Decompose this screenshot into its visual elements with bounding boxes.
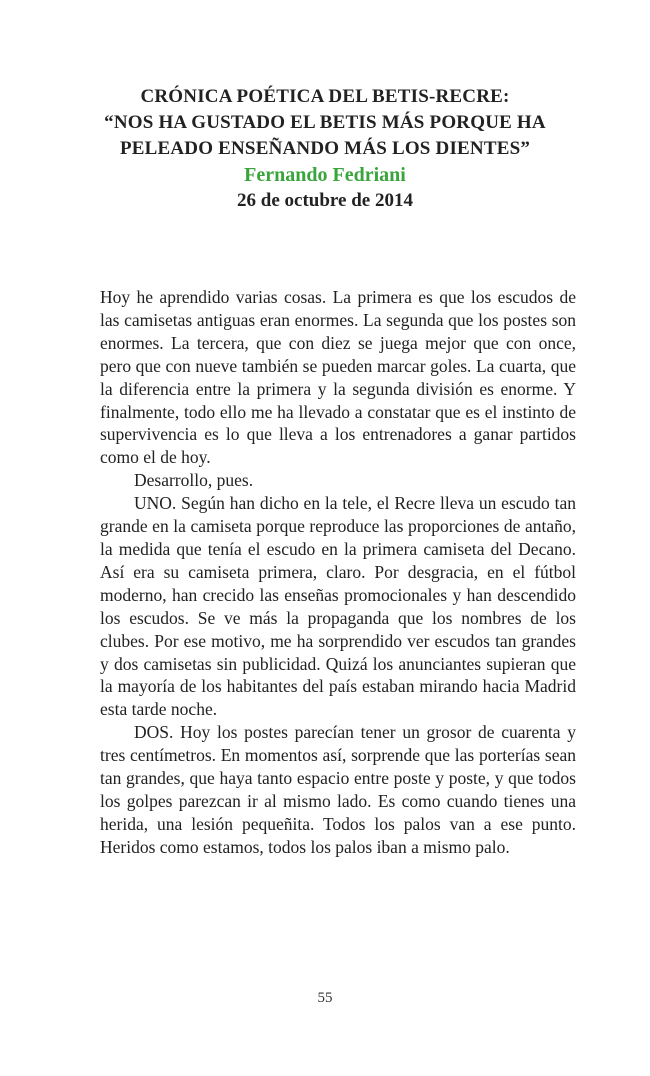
chapter-date: 26 de octubre de 2014 — [237, 190, 413, 211]
paragraph-intro: Hoy he aprendido varias cosas. La primera es que los escudos de las camisetas antiguas eran enormes. La segunda que los postes son enormes. La tercera, que con diez se juega mejor que con once, pero que con nueve también se pueden marcar goles. La cuarta, que la diferencia entre la primera y la segunda división es enorme. Y finalmente, todo ello me ha llevado a constatar que es el instinto de supervivencia es lo que lleva a los entrenadores a ganar partidos como el de hoy. — [100, 287, 576, 468]
chapter-header — [60, 84, 590, 214]
page-number: 55 — [317, 990, 333, 1006]
chapter-title-line-2: “NOS HA GUSTADO EL BETIS MÁS PORQUE HA — [104, 112, 546, 133]
author-name: Fernando Fedriani — [244, 164, 406, 186]
chapter-body — [100, 286, 576, 859]
paragraph-dos: DOS. Hoy los postes parecían tener un grosor de cuarenta y tres centímetros. En momentos así, sorprende que las porterías sean tan grandes, que haya tanto espacio entre poste y poste, y que todos los golpes parezcan ir al mismo lado. Es como cuando tienes una herida, una lesión pequeñita. Todos los palos van a ese punto. Heridos como estamos, todos los palos iban a mismo palo. — [100, 722, 576, 857]
chapter-title-line-3: PELEADO ENSEÑANDO MÁS LOS DIENTES” — [119, 138, 531, 159]
paragraph-desarrollo: Desarrollo, pues. — [134, 470, 254, 491]
paragraph-uno: UNO. Según han dicho en la tele, el Recre lleva un escudo tan grande en la camiseta porque reproduce las proporciones de antaño, la medida que tenía el escudo en la primera camiseta del Decano. Así era su camiseta primera, claro. Por desgracia, en el fútbol moderno, han crecido las enseñas promocionales y han descendido los escudos. Se ve más la propaganda que los nombres de los clubes. Por ese motivo, me ha sorprendido ver escudos tan grandes y dos camisetas sin publicidad. Quizá los anunciantes supieran que la mayoría de los habitantes del país estaban mirando hacia Madrid esta tarde noche. — [100, 493, 576, 720]
chapter-title-line-1: CRÓNICA POÉTICA DEL BETIS-RECRE: — [140, 86, 510, 107]
